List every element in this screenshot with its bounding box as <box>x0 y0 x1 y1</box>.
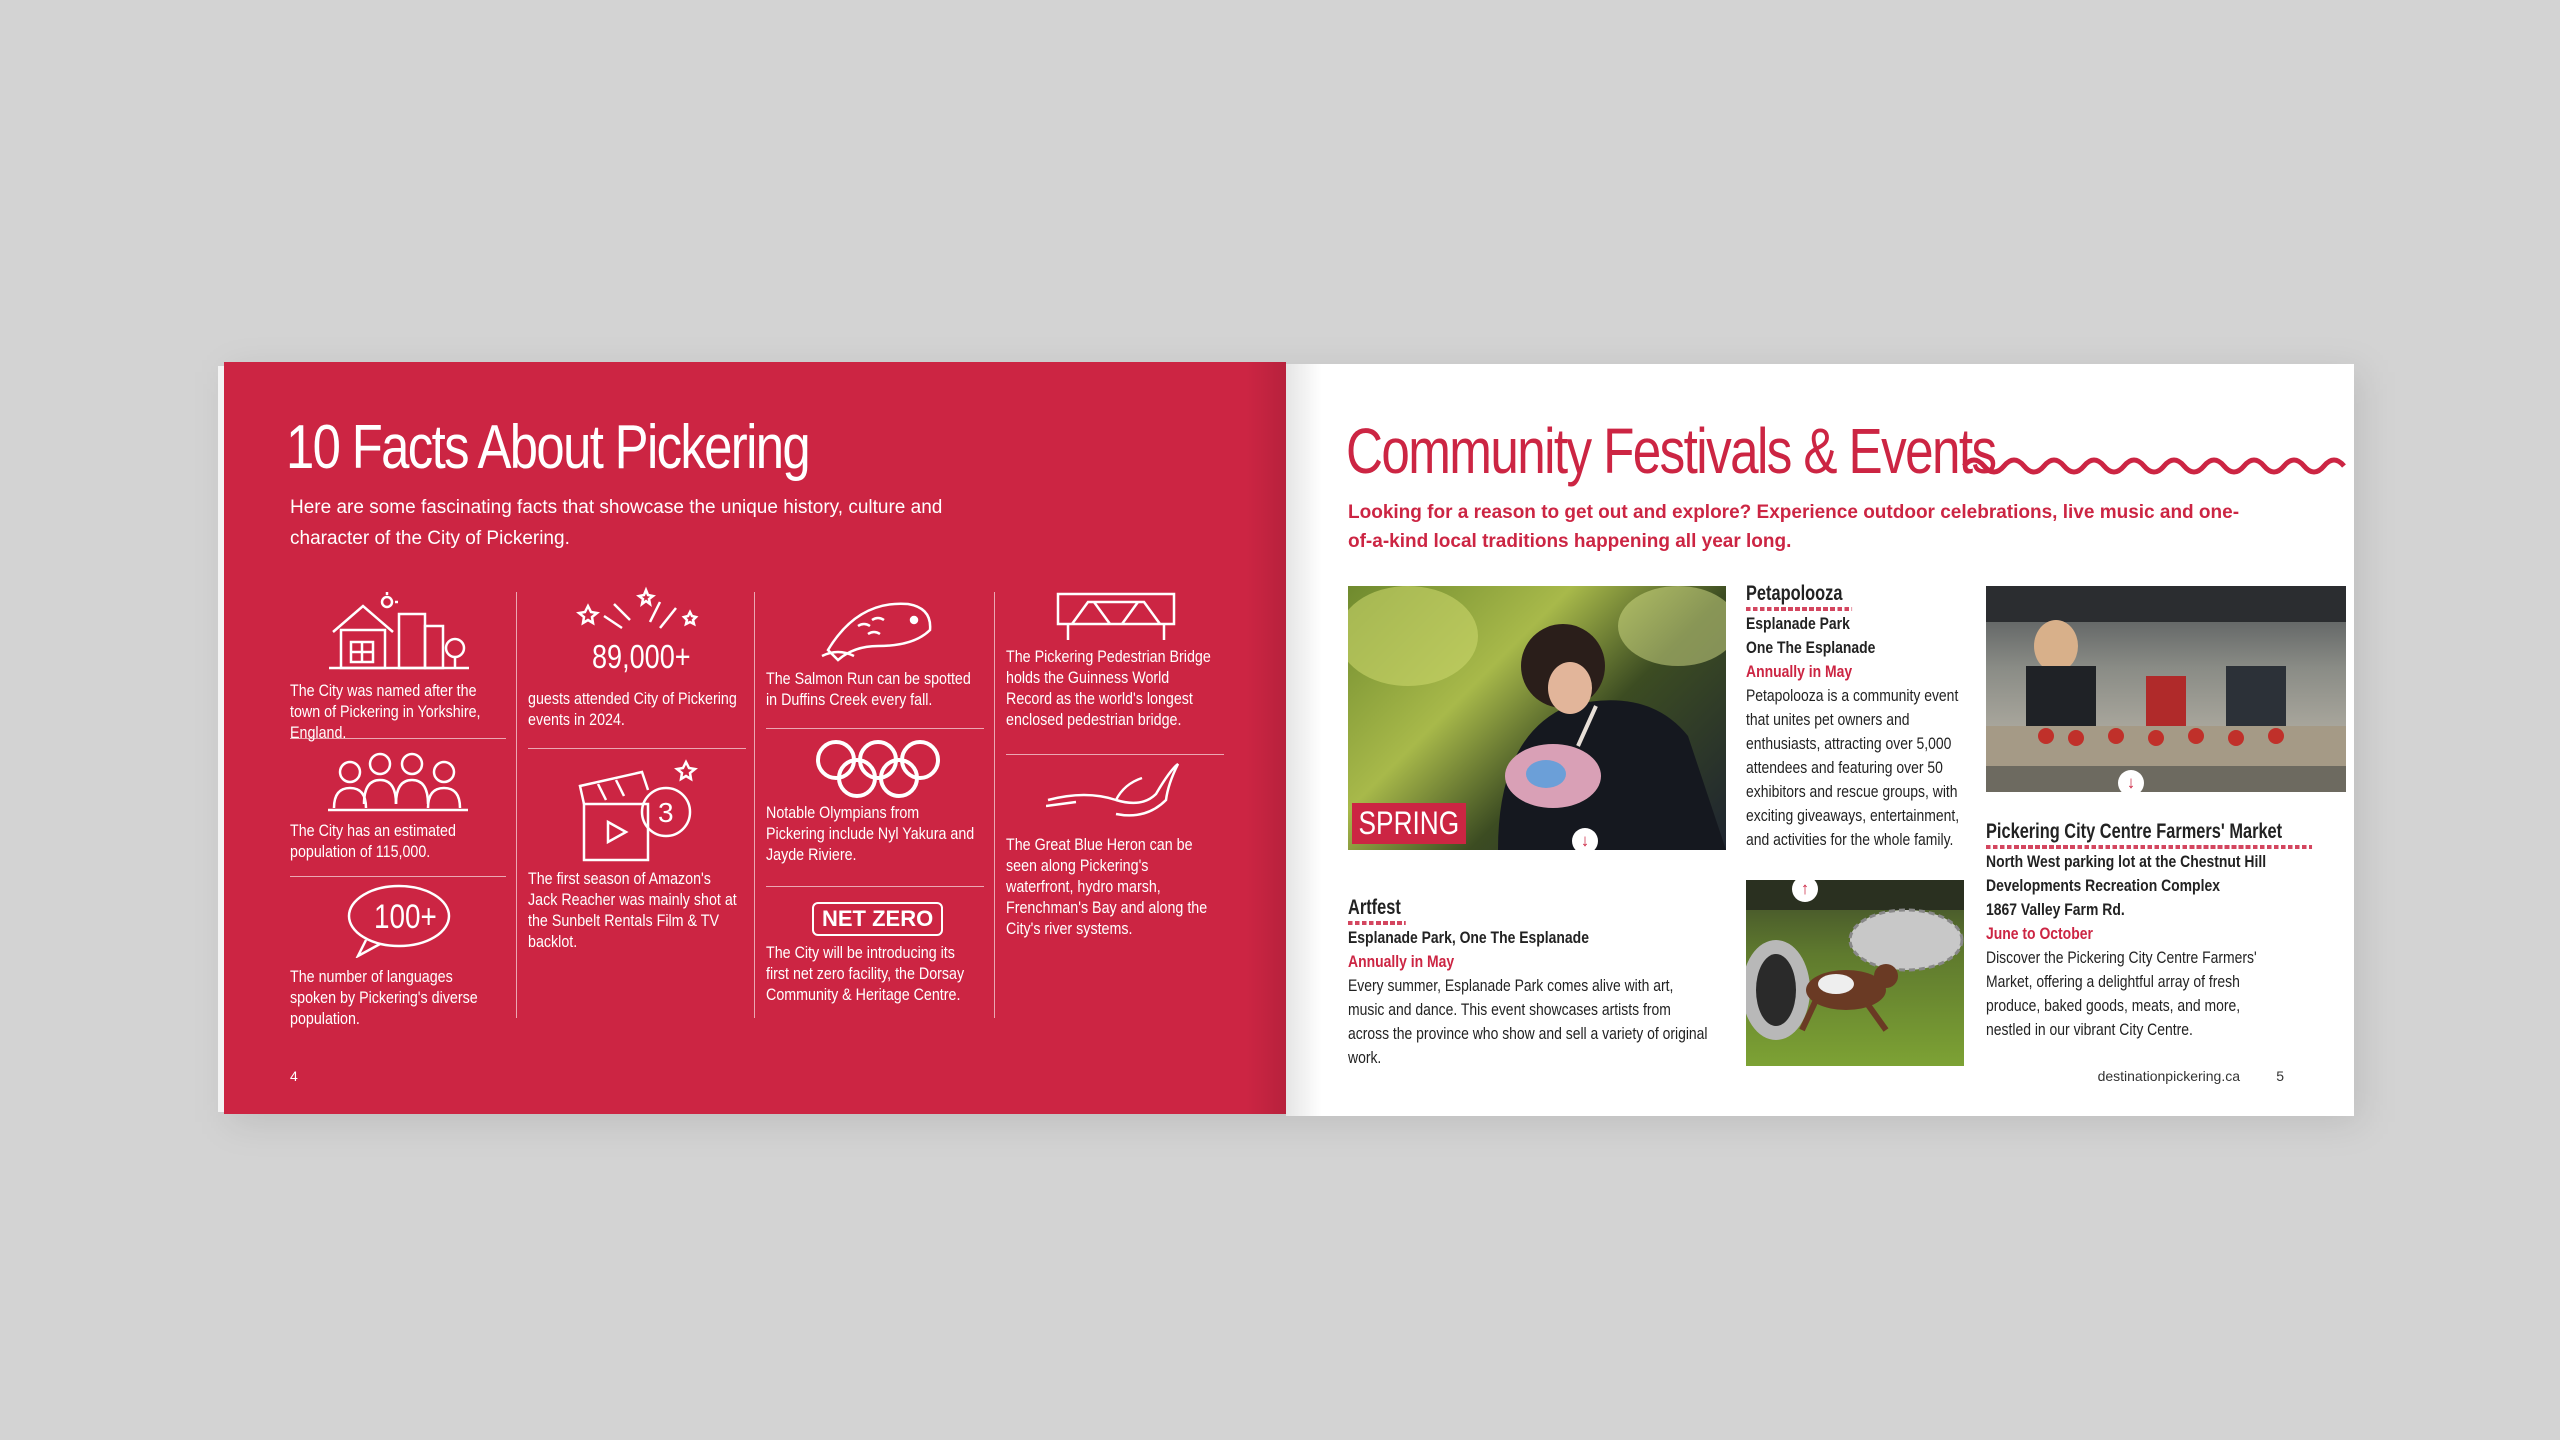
petapolooza-location-1: Esplanade Park <box>1746 614 1850 633</box>
row-divider <box>766 728 984 729</box>
attendance-stat: 89,000+ <box>592 638 691 675</box>
fact-5-text: The first season of Amazon's Jack Reacher was mainly shot at the Sunbelt Rentals Film & TV backlot. <box>528 869 737 951</box>
bridge-icon <box>1054 590 1178 649</box>
column-divider <box>754 592 755 1018</box>
artfest-desc: Every summer, Esplanade Park comes alive with art, music and dance. This event showcases artists from across the province who show and sell a variety of original work. <box>1348 976 1708 1067</box>
fact-2 <box>290 820 500 862</box>
artfest-location: Esplanade Park, One The Esplanade <box>1348 928 1589 947</box>
wave-decoration <box>1962 452 2346 480</box>
right-page-intro: Looking for a reason to get out and explore? Experience outdoor celebrations, live music and one-of-a-kind local traditions happening all year long. <box>1348 502 2240 552</box>
column-divider <box>516 592 517 1018</box>
fact-1-text: The City was named after the town of Pickering in Yorkshire, England. <box>290 681 481 742</box>
fact-4 <box>528 688 738 730</box>
fact-10-text: The Great Blue Heron can be seen along Pickering's waterfront, hydro marsh, Frenchman's Bay and along the City's river systems. <box>1006 835 1208 938</box>
column-divider <box>994 592 995 1018</box>
film-clapper-icon <box>578 756 708 871</box>
farmers-market-location-2: 1867 Valley Farm Rd. <box>1986 900 2125 919</box>
fact-4-text: guests attended City of Pickering events in 2024. <box>528 689 737 729</box>
fact-5 <box>528 868 738 952</box>
right-page <box>1286 364 2354 1116</box>
left-page <box>224 362 1286 1114</box>
season-label: SPRING <box>1352 803 1466 844</box>
left-page-intro: Here are some fascinating facts that showcase the unique history, culture and character of the City of Pickering. <box>290 497 943 549</box>
petapolooza-location-2: One The Esplanade <box>1746 638 1876 657</box>
fact-2-text: The City has an estimated population of 115,000. <box>290 821 456 861</box>
row-divider <box>290 876 506 877</box>
fact-3-text: The number of languages spoken by Pickering's diverse population. <box>290 967 478 1028</box>
farmers-market-desc: Discover the Pickering City Centre Farmers' Market, offering a delightful array of fresh produce, baked goods, meats, and more, nestled in our vibrant City Centre. <box>1986 948 2257 1039</box>
farmers-market-when: June to October <box>1986 924 2093 943</box>
artfest-title: Artfest <box>1348 896 1401 925</box>
row-divider <box>1006 754 1224 755</box>
fact-7 <box>766 802 976 865</box>
fact-8 <box>766 942 976 1005</box>
fact-10 <box>1006 834 1216 939</box>
fact-9-text: The Pickering Pedestrian Bridge holds the Guinness World Record as the world's longest enclosed pedestrian bridge. <box>1006 647 1211 729</box>
fact-6 <box>766 668 976 710</box>
fireworks-icon <box>574 586 704 643</box>
fact-9 <box>1006 646 1216 730</box>
row-divider <box>766 886 984 887</box>
fact-6-text: The Salmon Run can be spotted in Duffins Creek every fall. <box>766 669 971 709</box>
petapolooza-details <box>1746 612 1959 852</box>
chevron-down-icon[interactable]: ↓ <box>2118 770 2144 792</box>
petapolooza-title: Petapolooza <box>1746 582 1842 611</box>
fact-1 <box>290 680 500 743</box>
chevron-down-icon[interactable]: ↓ <box>1572 828 1598 850</box>
farmers-market-details <box>1986 850 2281 1042</box>
artfest-details <box>1348 926 1709 1070</box>
right-page-title: Community Festivals & Events <box>1346 415 1996 487</box>
heron-icon <box>1046 760 1186 829</box>
farmers-market-title: Pickering City Centre Farmers' Market <box>1986 820 2282 849</box>
right-page-number: 5 <box>2276 1068 2284 1084</box>
svg-text:3: 3 <box>658 797 674 828</box>
petapolooza-photo <box>1746 880 1964 1066</box>
fact-8-text: The City will be introducing its first net zero facility, the Dorsay Community & Heritage Centre. <box>766 943 965 1004</box>
net-zero-icon: NET ZERO <box>812 902 943 936</box>
olympic-rings-icon <box>814 738 944 807</box>
languages-stat: 100+ <box>374 898 437 936</box>
footer-url: destinationpickering.ca <box>2097 1068 2240 1084</box>
petapolooza-when: Annually in May <box>1746 662 1853 681</box>
artfest-when: Annually in May <box>1348 952 1455 971</box>
chevron-up-icon[interactable]: ↑ <box>1792 880 1818 902</box>
salmon-icon <box>818 590 938 669</box>
farmers-market-location-1: North West parking lot at the Chestnut Hill Developments Recreation Complex <box>1986 852 2267 895</box>
town-icon <box>329 592 469 677</box>
petapolooza-desc: Petapolooza is a community event that unites pet owners and enthusiasts, attracting over 5,000 attendees and featuring over 50 exhibitors and rescue groups, with exciting giveaways, entertainment, and activities for the whole family. <box>1746 686 1960 849</box>
people-icon <box>328 748 468 819</box>
fact-3 <box>290 966 500 1029</box>
artfest-photo <box>1348 586 1726 850</box>
left-page-title: 10 Facts About Pickering <box>286 413 810 482</box>
left-page-number: 4 <box>290 1068 298 1084</box>
fact-7-text: Notable Olympians from Pickering include Nyl Yakura and Jayde Riviere. <box>766 803 975 864</box>
farmers-market-photo <box>1986 586 2346 792</box>
row-divider <box>528 748 746 749</box>
